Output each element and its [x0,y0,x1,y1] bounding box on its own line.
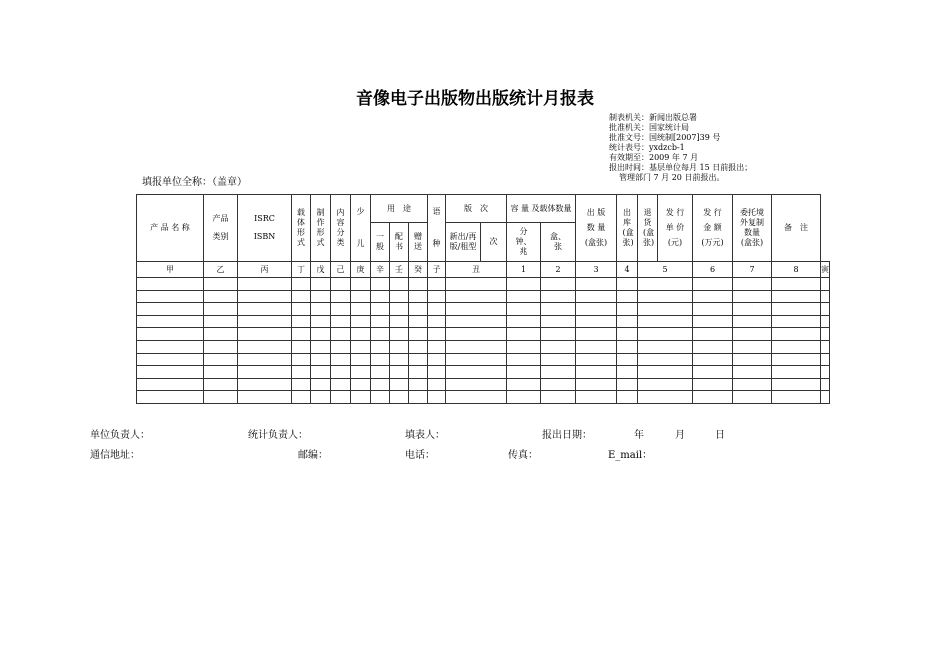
table-cell [541,278,576,291]
table-cell [507,378,541,391]
table-cell [446,391,507,404]
table-cell [238,328,292,341]
fax-label: 传真： [508,450,538,461]
header-returns: 退货(盒张) [638,195,658,262]
table-cell [238,290,292,303]
table-cell [409,353,428,366]
header-outbound: 出库(盒张) [617,195,638,262]
header-usage-gift: 赠送 [409,223,428,262]
table-cell [238,378,292,391]
table-cell [238,340,292,353]
table-cell [204,353,238,366]
table-cell [409,391,428,404]
table-cell [772,278,821,291]
table-cell [821,391,830,404]
table-cell [137,278,204,291]
table-cell [409,290,428,303]
table-row [137,340,830,353]
table-cell [772,290,821,303]
table-cell [371,278,390,291]
table-cell [446,278,507,291]
meta-issuer: 制表机关：新闻出版总署 [609,113,697,122]
table-cell [137,315,204,328]
table-cell [428,391,446,404]
column-code: 2 [541,262,576,278]
table-cell [576,353,617,366]
table-cell [446,303,507,316]
column-code: 丙 [238,262,292,278]
table-cell [617,315,638,328]
table-cell [351,391,371,404]
table-cell [331,290,351,303]
table-cell [507,340,541,353]
table-cell [238,303,292,316]
table-cell [390,353,409,366]
table-cell [638,278,693,291]
header-usage-general: 一般 [371,223,390,262]
table-cell [617,328,638,341]
table-cell [371,353,390,366]
table-cell [204,366,238,379]
table-cell [390,278,409,291]
table-cell [137,378,204,391]
table-cell [617,290,638,303]
statistics-table [136,194,830,404]
table-cell [137,366,204,379]
table-row [137,391,830,404]
form-metadata [609,113,752,183]
table-cell [541,340,576,353]
column-code: 甲 [137,262,204,278]
table-cell [371,290,390,303]
table-cell [292,391,311,404]
table-cell [331,328,351,341]
table-cell [638,328,693,341]
header-edition-count: 次 [481,223,507,262]
year-label: 年 [634,430,644,441]
header-unit-price: 发 行 单 价 (元) [658,195,693,262]
table-cell [390,328,409,341]
table-cell [204,378,238,391]
column-code: 辛 [371,262,390,278]
table-cell [446,353,507,366]
table-cell [137,328,204,341]
table-cell [772,391,821,404]
table-cell [638,303,693,316]
meta-approver: 批准机关：国家统计局 [609,123,689,132]
report-date-label: 报出日期： [542,430,592,441]
header-edition-type: 新出/再版/租型 [446,223,481,262]
header-edition: 版 次 [446,195,507,223]
table-cell [137,353,204,366]
header-remarks: 备 注 [772,195,821,262]
header-publish-quantity: 出 版 数 量 (盒张) [576,195,617,262]
column-code-row [137,262,830,278]
table-cell [390,290,409,303]
column-code: 戊 [311,262,331,278]
table-cell [733,303,772,316]
table-cell [507,278,541,291]
table-cell [292,290,311,303]
table-cell [409,378,428,391]
column-code: 7 [733,262,772,278]
table-cell [772,366,821,379]
column-code: 癸 [409,262,428,278]
table-cell [204,303,238,316]
table-cell [311,303,331,316]
table-cell [351,328,371,341]
table-cell [576,378,617,391]
table-cell [238,278,292,291]
table-cell [693,328,733,341]
table-cell [638,290,693,303]
table-cell [576,340,617,353]
meta-approval-number: 批准文号：国统制[2007]39 号 [609,133,721,142]
column-code: 5 [638,262,693,278]
meta-form-number: 统计表号：yxdzcb-1 [609,143,685,152]
table-cell [371,391,390,404]
table-cell [693,278,733,291]
table-cell [693,353,733,366]
table-cell [311,290,331,303]
table-cell [446,315,507,328]
table-cell [311,315,331,328]
table-cell [204,290,238,303]
table-cell [331,366,351,379]
page-title: 音像电子出版物出版统计月报表 [356,89,594,109]
table-cell [541,353,576,366]
table-cell [331,391,351,404]
column-code: 丑 [446,262,507,278]
header-content-class: 内容分类 [331,195,351,262]
table-cell [390,303,409,316]
table-cell [638,353,693,366]
table-cell [428,340,446,353]
header-usage: 用 途 [371,195,428,223]
header-isrc-isbn: ISRC ISBN [238,195,292,262]
table-cell [204,328,238,341]
table-cell [733,290,772,303]
column-code: 丁 [292,262,311,278]
table-cell [351,303,371,316]
table-cell [576,315,617,328]
table-cell [617,303,638,316]
table-cell [371,315,390,328]
table-cell [446,340,507,353]
table-cell [409,303,428,316]
table-cell [390,378,409,391]
table-cell [541,315,576,328]
table-cell [507,315,541,328]
filling-unit-label: 填报单位全称：（盖章） [142,177,247,188]
table-cell [351,366,371,379]
header-amount: 发 行 金 额 (万元) [693,195,733,262]
table-cell [821,340,830,353]
table-cell [821,328,830,341]
column-code: 1 [507,262,541,278]
table-cell [772,353,821,366]
table-cell [238,353,292,366]
table-cell [331,278,351,291]
table-cell [409,328,428,341]
table-cell [576,328,617,341]
table-row [137,328,830,341]
table-cell [390,340,409,353]
table-cell [390,391,409,404]
table-cell [409,315,428,328]
table-cell [821,378,830,391]
header-carrier-form: 载体形式 [292,195,311,262]
table-cell [693,391,733,404]
table-cell [576,303,617,316]
meta-valid-until: 有效期至：2009 年 7 月 [609,153,699,162]
stat-head-label: 统计负责人： [248,430,308,441]
column-code: 乙 [204,262,238,278]
column-code: 庚 [351,262,371,278]
header-capacity-boxes: 盒、张 [541,223,576,262]
table-cell [821,353,830,366]
column-code: 寅 [821,262,830,278]
header-usage-book: 配书 [390,223,409,262]
table-cell [331,353,351,366]
table-cell [733,391,772,404]
table-cell [576,391,617,404]
table-cell [428,290,446,303]
table-cell [137,303,204,316]
table-cell [292,278,311,291]
column-code: 6 [693,262,733,278]
table-cell [428,315,446,328]
header-product-name: 产 品 名 称 [137,195,204,262]
table-cell [311,353,331,366]
table-cell [351,340,371,353]
table-cell [733,353,772,366]
table-cell [204,278,238,291]
table-cell [428,378,446,391]
table-cell [617,340,638,353]
table-cell [507,290,541,303]
table-cell [331,315,351,328]
table-cell [311,378,331,391]
table-cell [507,366,541,379]
table-cell [446,290,507,303]
table-cell [446,366,507,379]
table-cell [733,328,772,341]
table-cell [693,303,733,316]
table-cell [733,340,772,353]
table-cell [428,328,446,341]
table-cell [733,278,772,291]
table-cell [576,278,617,291]
table-cell [772,303,821,316]
table-cell [576,366,617,379]
table-cell [772,315,821,328]
table-cell [390,366,409,379]
table-cell [617,278,638,291]
table-cell [351,315,371,328]
table-row [137,303,830,316]
table-cell [371,366,390,379]
meta-report-time: 报出时间：基层单位每月 15 日前报出； [609,163,753,172]
table-row [137,315,830,328]
table-cell [137,340,204,353]
table-cell [137,391,204,404]
header-production-form: 制作形式 [311,195,331,262]
address-label: 通信地址： [90,450,140,461]
table-cell [446,328,507,341]
header-capacity: 容 量 及载体数量 [507,195,576,223]
table-cell [371,328,390,341]
header-entrusted-copies: 委托境 外复制 数量 (盒张) [733,195,772,262]
table-cell [541,391,576,404]
table-cell [772,328,821,341]
column-code: 壬 [390,262,409,278]
table-cell [311,340,331,353]
table-cell [541,366,576,379]
table-cell [638,366,693,379]
table-cell [238,366,292,379]
table-cell [821,290,830,303]
phone-label: 电话： [405,450,435,461]
header-language: 语 种 [428,195,446,262]
table-cell [693,378,733,391]
table-cell [507,328,541,341]
table-cell [638,391,693,404]
table-cell [617,353,638,366]
table-cell [311,366,331,379]
table-cell [204,315,238,328]
table-cell [311,391,331,404]
unit-head-label: 单位负责人： [90,430,150,441]
table-cell [772,340,821,353]
email-label: E_mail： [608,450,653,461]
table-cell [331,340,351,353]
table-cell [292,328,311,341]
table-cell [428,303,446,316]
header-children: 少 儿 [351,195,371,262]
table-cell [137,290,204,303]
table-cell [507,303,541,316]
table-cell [311,328,331,341]
filler-label: 填表人： [405,430,445,441]
table-cell [371,378,390,391]
table-cell [693,340,733,353]
table-cell [733,315,772,328]
table-cell [617,366,638,379]
table-cell [446,378,507,391]
table-cell [733,378,772,391]
table-cell [638,315,693,328]
table-cell [292,353,311,366]
table-cell [331,378,351,391]
table-cell [409,340,428,353]
table-cell [292,366,311,379]
table-cell [693,315,733,328]
table-cell [409,278,428,291]
table-cell [311,278,331,291]
table-cell [733,366,772,379]
table-cell [292,303,311,316]
table-cell [351,353,371,366]
table-cell [693,366,733,379]
column-code: 4 [617,262,638,278]
table-cell [507,391,541,404]
table-cell [617,378,638,391]
table-cell [638,378,693,391]
table-cell [292,340,311,353]
table-row [137,353,830,366]
table-cell [331,303,351,316]
column-code: 8 [772,262,821,278]
table-cell [541,378,576,391]
table-cell [351,278,371,291]
table-cell [428,353,446,366]
table-cell [371,303,390,316]
table-cell [292,378,311,391]
table-row [137,278,830,291]
table-cell [428,366,446,379]
column-code: 己 [331,262,351,278]
table-cell [409,366,428,379]
meta-report-time-cont: 管理部门 7 月 20 日前报出。 [619,173,725,182]
table-cell [821,303,830,316]
table-cell [351,290,371,303]
table-row [137,366,830,379]
table-cell [238,391,292,404]
table-cell [390,315,409,328]
table-cell [638,340,693,353]
table-cell [541,290,576,303]
column-code: 3 [576,262,617,278]
month-label: 月 [675,430,685,441]
table-cell [541,303,576,316]
table-cell [371,340,390,353]
table-cell [772,378,821,391]
table-cell [693,290,733,303]
day-label: 日 [715,430,725,441]
table-cell [541,328,576,341]
table-cell [428,278,446,291]
table-cell [238,315,292,328]
table-cell [351,378,371,391]
table-row [137,378,830,391]
table-cell [292,315,311,328]
table-row [137,290,830,303]
table-cell [576,290,617,303]
table-cell [204,391,238,404]
postcode-label: 邮编： [298,450,328,461]
table-cell [204,340,238,353]
column-code: 子 [428,262,446,278]
table-cell [617,391,638,404]
header-product-type: 产品 类别 [204,195,238,262]
table-cell [821,366,830,379]
table-cell [507,353,541,366]
table-cell [821,315,830,328]
header-capacity-minutes: 分钟、兆 [507,223,541,262]
table-cell [821,278,830,291]
